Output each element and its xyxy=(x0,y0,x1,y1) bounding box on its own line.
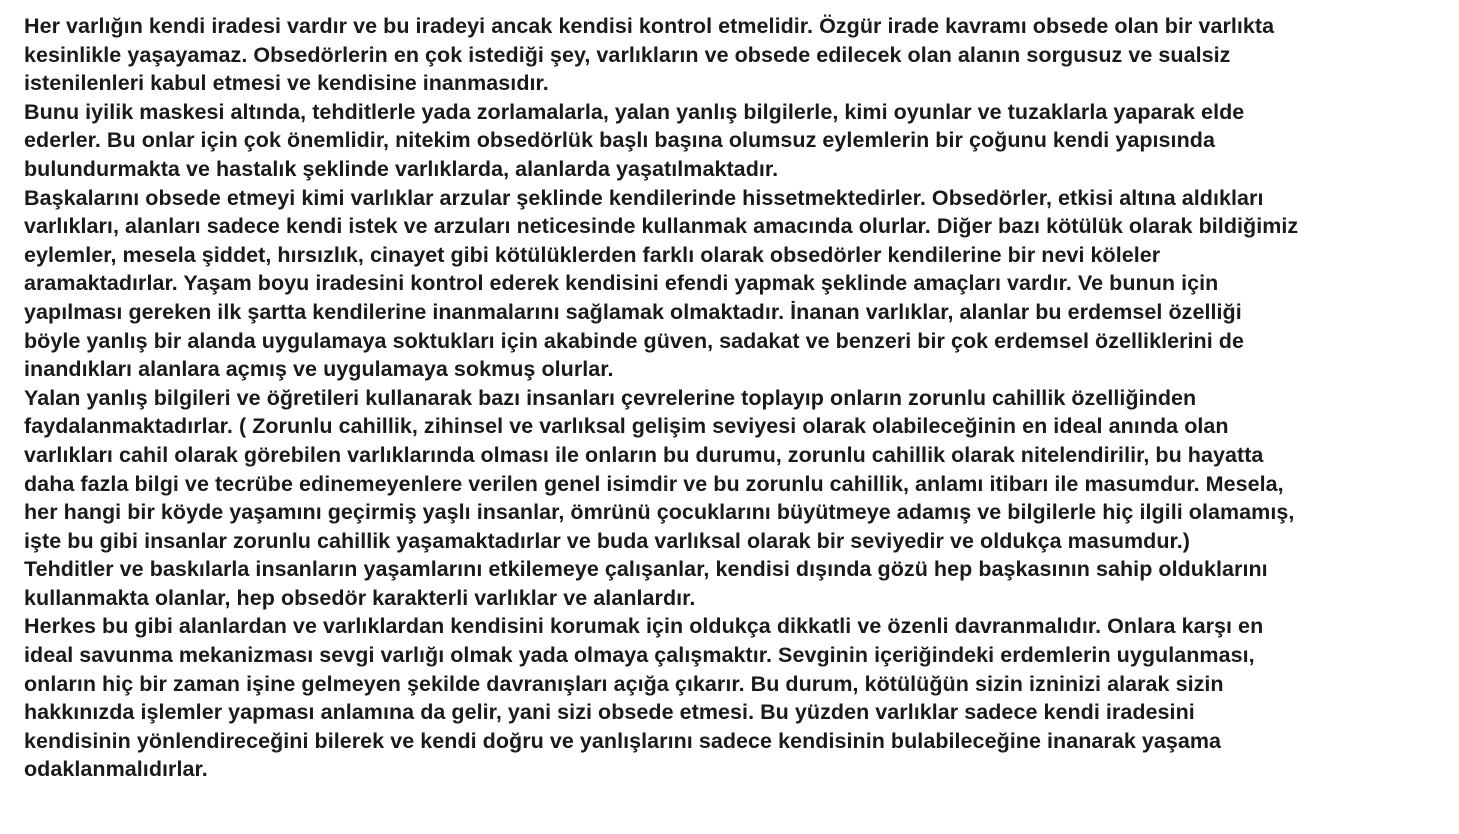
document-body xyxy=(24,12,1444,784)
text-line: Yalan yanlış bilgileri ve öğretileri kullanarak bazı insanları çevrelerine toplayıp onların zorunlu cahillik özelliğinden xyxy=(24,385,1197,410)
text-line: inandıkları alanlara açmış ve uygulamaya sokmuş olurlar. xyxy=(24,357,614,382)
text-line: eylemler, mesela şiddet, hırsızlık, cinayet gibi kötülüklerden farklı olarak obsedörler kendilerine bir nevi köleler xyxy=(24,242,1161,267)
text-line: Başkalarını obsede etmeyi kimi varlıklar arzular şeklinde kendilerinde hissetmektedirler. Obsedörler, etkisi altına aldıkları xyxy=(24,185,1264,210)
text-line: hakkınızda işlemler yapması anlamına da gelir, yani sizi obsede etmesi. Bu yüzden varlıklar sadece kendi iradesini xyxy=(24,700,1195,725)
text-line: Her varlığın kendi iradesi vardır ve bu iradeyi ancak kendisi kontrol etmelidir. Özgür irade kavramı obsede olan bir varlıkta xyxy=(24,14,1275,38)
text-line: aramaktadırlar. Yaşam boyu iradesini kontrol ederek kendisini efendi yapmak şeklinde amaçları vardır. Ve bunun için xyxy=(24,271,1219,296)
text-line: Bunu iyilik maskesi altında, tehditlerle yada zorlamalarla, yalan yanlış bilgilerle, kimi oyunlar ve tuzaklarla yaparak elde xyxy=(24,99,1245,124)
text-line: istenilenleri kabul etmesi ve kendisine inanmasıdır. xyxy=(24,71,549,96)
text-line: yapılması gereken ilk şartta kendilerine inanmalarını sağlamak olmaktadır. İnanan varlıklar, alanlar bu erdemsel özelliği xyxy=(24,299,1242,324)
text-line: her hangi bir köyde yaşamını geçirmiş yaşlı insanlar, ömrünü çocuklarını büyütmeye adamış ve bilgilerle hiç ilgili olamamış, xyxy=(24,500,1295,525)
text-line: faydalanmaktadırlar. ( Zorunlu cahillik, zihinsel ve varlıksal gelişim seviyesi olarak olabileceğinin en ideal anında olan xyxy=(24,414,1229,439)
text-line: odaklanmalıdırlar. xyxy=(24,757,208,782)
text-line: kesinlikle yaşayamaz. Obsedörlerin en çok istediği şey, varlıkların ve obsede edilecek olan alanın sorgusuz ve sualsiz xyxy=(24,42,1231,67)
text-line: ideal savunma mekanizması sevgi varlığı olmak yada olmaya çalışmaktır. Sevginin içeriğindeki erdemlerin uygulanması, xyxy=(24,643,1255,668)
text-line: onların hiç bir zaman işine gelmeyen şekilde davranışları açığa çıkarır. Bu durum, kötülüğün sizin izninizi alarak sizin xyxy=(24,671,1224,696)
text-line: Herkes bu gibi alanlardan ve varlıklardan kendisini korumak için oldukça dikkatli ve özenli davranmalıdır. Onlara karşı en xyxy=(24,614,1264,639)
text-line: böyle yanlış bir alanda uygulamaya soktukları için akabinde güven, sadakat ve benzeri bir çok erdemsel özelliklerini de xyxy=(24,328,1244,353)
text-line: varlıkları, alanları sadece kendi istek ve arzuları neticesinde kullanmak amacında olurlar. Diğer bazı kötülük olarak bildiğimiz xyxy=(24,214,1299,239)
text-line: Tehditler ve baskılarla insanların yaşamlarını etkilemeye çalışanlar, kendisi dışında gözü hep başkasının sahip olduklarını xyxy=(24,557,1268,582)
text-line: bulundurmakta ve hastalık şeklinde varlıklarda, alanlarda yaşatılmaktadır. xyxy=(24,156,779,181)
text-line: kullanmakta olanlar, hep obsedör karakterli varlıklar ve alanlardır. xyxy=(24,585,696,610)
text-line: kendisinin yönlendireceğini bilerek ve kendi doğru ve yanlışlarını sadece kendisinin bulabileceğine inanarak yaşama xyxy=(24,728,1222,753)
text-line: varlıkları cahil olarak görebilen varlıklarında olması ile onların bu durumu, zorunlu cahillik olarak nitelendirilir, bu hayatta xyxy=(24,442,1264,467)
text-line: ederler. Bu onlar için çok önemlidir, nitekim obsedörlük başlı başına olumsuz eylemlerin bir çoğunu kendi yapısında xyxy=(24,128,1215,153)
text-line: daha fazla bilgi ve tecrübe edinemeyenlere verilen genel isimdir ve bu zorunlu cahillik, anlamı itibarı ile masumdur. Mesela, xyxy=(24,471,1284,496)
text-line: işte bu gibi insanlar zorunlu cahillik yaşamaktadırlar ve buda varlıksal olarak bir seviyedir ve oldukça masumdur.) xyxy=(24,528,1191,553)
